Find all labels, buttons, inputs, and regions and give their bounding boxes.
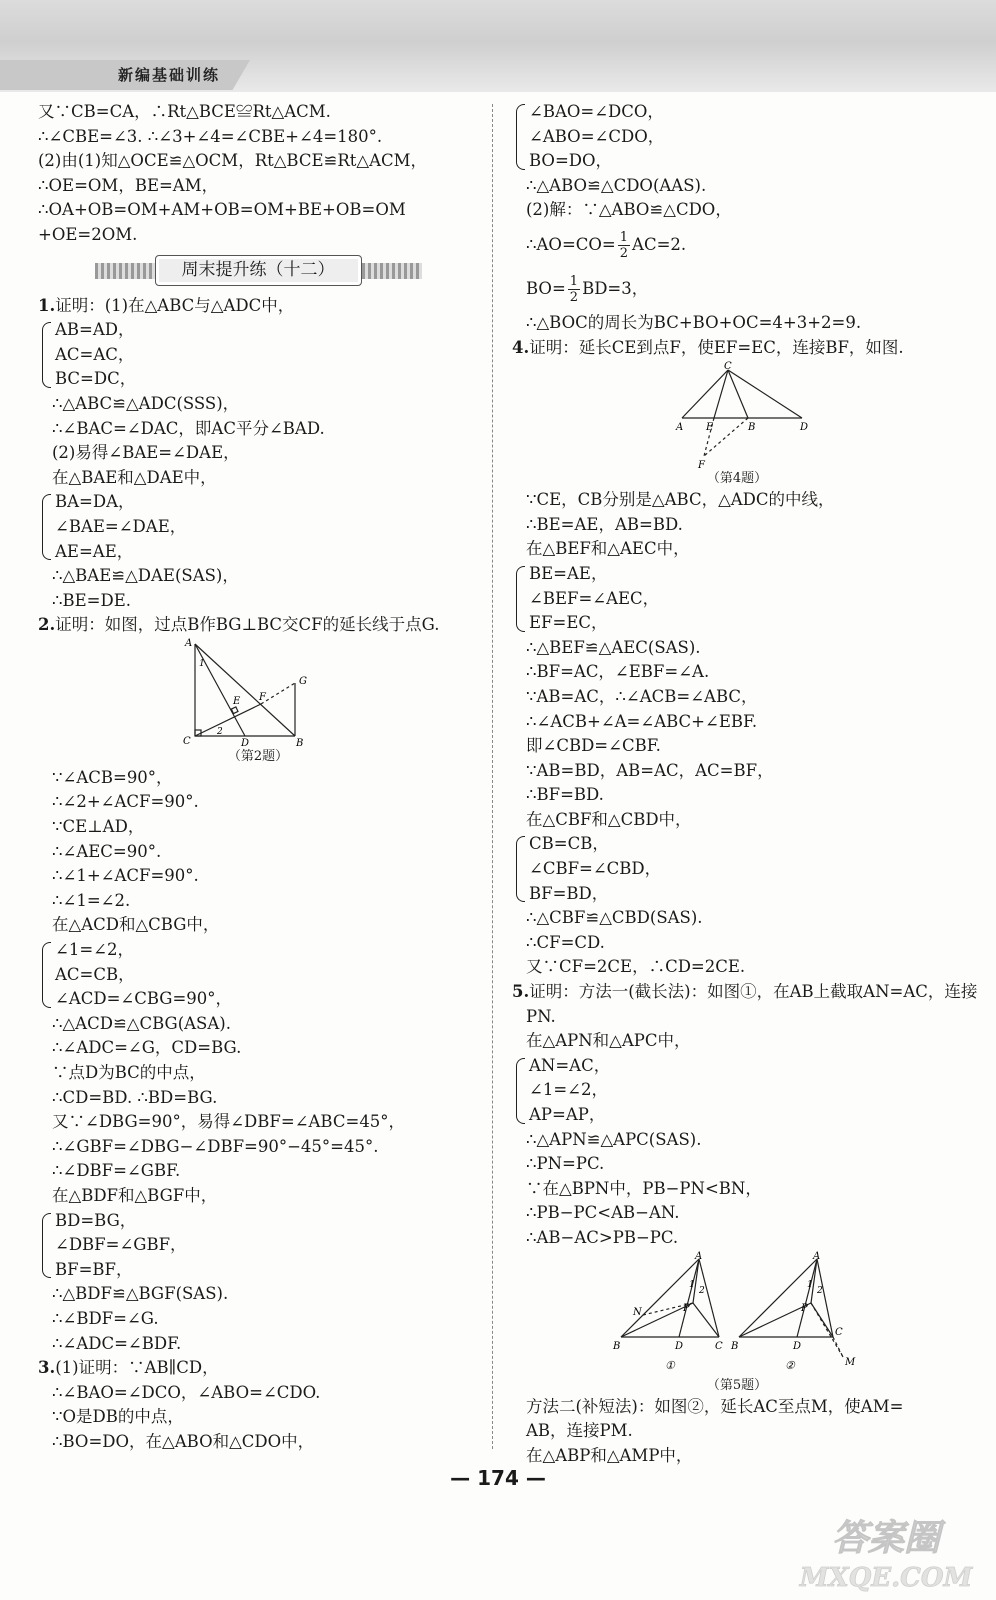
brace-icon xyxy=(516,836,525,902)
question-text: 证明：如图，过点B作BG⊥BC交CF的延长线于点G. xyxy=(55,615,440,635)
text-line: ∵在△BPN中，PB−PN<BN， xyxy=(526,1178,762,1198)
text-line: ∴∠ADC=∠BDF. xyxy=(52,1333,182,1353)
text-line: +OE=2OM. xyxy=(38,224,138,244)
text-line: ∴△BDF≌△BGF(SAS). xyxy=(52,1284,229,1304)
question-text: 证明：(1)在△ABC与△ADC中， xyxy=(55,295,295,315)
text-line: ∴∠BAC=∠DAC，即AC平分∠BAD. xyxy=(52,418,325,438)
question-1-head xyxy=(38,294,478,319)
text-line: 在△ACD和△CBG中， xyxy=(52,915,220,935)
question-2-head xyxy=(38,613,478,638)
label-D: D xyxy=(241,737,250,748)
condition: AB=AD， xyxy=(55,320,135,340)
text-line: ∵∠ACB=90°， xyxy=(52,767,173,787)
text-line: 又∵∠DBG=90°，易得∠DBF=∠ABC=45°， xyxy=(52,1112,406,1132)
equation-system xyxy=(42,490,478,564)
left-column xyxy=(38,100,478,1455)
label-B: B xyxy=(748,422,756,434)
figure-q4 xyxy=(512,360,962,488)
fraction-numerator: 1 xyxy=(569,273,579,289)
condition: ∠ABO=∠CDO， xyxy=(529,126,665,146)
condition: ∠BAO=∠DCO， xyxy=(529,102,664,121)
figure-caption: （第4题） xyxy=(706,471,768,487)
label-C: C xyxy=(724,361,732,373)
text-line: ∴△BAE≌△DAE(SAS)， xyxy=(52,566,239,586)
text-line: ∴△APN≌△APC(SAS). xyxy=(526,1129,702,1149)
brace-icon xyxy=(516,104,525,170)
equation-system xyxy=(42,1209,478,1283)
label-E: E xyxy=(233,695,241,707)
text-line: 在△APN和△APC中， xyxy=(526,1031,691,1051)
text-segment: BD=3， xyxy=(582,278,649,298)
condition: ∠ACD=∠CBG=90°， xyxy=(55,989,233,1009)
question-number: 3. xyxy=(38,1358,56,1378)
condition: ∠CBF=∠CBD， xyxy=(529,859,662,879)
triangle-diagram xyxy=(662,360,812,470)
equation-system xyxy=(42,318,478,392)
section-title-text: 周末提升练（十二） xyxy=(155,255,362,286)
text-segment: ∴AO=CO= xyxy=(526,234,616,254)
text-line: 在△BAE和△DAE中， xyxy=(52,467,217,487)
text-line: ∴∠BDF=∠G. xyxy=(52,1308,159,1328)
equation-system xyxy=(516,1054,962,1128)
question-number: 4. xyxy=(512,337,530,357)
question-number: 2. xyxy=(38,615,56,635)
triangle-diagrams xyxy=(607,1251,867,1377)
text-line: 在△CBF和△CBD中， xyxy=(526,809,692,829)
text-line: ∴∠1+∠ACF=90°. xyxy=(52,866,199,886)
text-line: ∴CF=CD. xyxy=(526,932,605,952)
condition: BE=AE， xyxy=(529,563,608,583)
text-line: 又∵CB=CA，∴Rt△BCE≌Rt△ACM. xyxy=(38,102,331,121)
brace-icon xyxy=(516,1058,525,1124)
text-line: ∴BO=DO，在△ABO和△CDO中， xyxy=(52,1431,315,1451)
brace-icon xyxy=(42,1213,51,1279)
condition: ∠1=∠2， xyxy=(529,1080,608,1100)
condition: ∠BEF=∠AEC， xyxy=(529,588,660,608)
text-line: ∴∠2+∠ACF=90°. xyxy=(52,792,199,812)
text-line: ∵点D为BC的中点， xyxy=(52,1063,206,1082)
text-line: PN. xyxy=(526,1006,556,1026)
label-G: G xyxy=(299,675,307,687)
title-decoration-left xyxy=(95,263,155,279)
text-line: ∴BF=BD. xyxy=(526,785,604,805)
fraction xyxy=(568,274,580,305)
text-line: (2)解：∵△ABO≌△CDO， xyxy=(526,200,732,220)
text-line: (2)易得∠BAE=∠DAE， xyxy=(52,443,240,463)
label-P: P xyxy=(683,1302,690,1314)
label-A: A xyxy=(695,1250,703,1262)
condition: ∠BAE=∠DAE， xyxy=(55,516,187,536)
watermark-logo xyxy=(786,1508,986,1596)
text-segment: AC=2. xyxy=(632,234,687,254)
question-3-head xyxy=(38,1356,478,1381)
text-line: ∴BE=DE. xyxy=(52,590,132,610)
question-number: 1. xyxy=(38,295,56,315)
condition: BO=DO， xyxy=(529,151,613,171)
label-D: D xyxy=(793,1340,802,1352)
condition: AP=AP， xyxy=(529,1105,606,1124)
text-line: (2)由(1)知△OCE≌△OCM，Rt△BCE≌Rt△ACM， xyxy=(38,151,428,171)
label-E: E xyxy=(706,422,714,434)
text-line: ∴∠GBF=∠DBG−∠DBF=90°−45°=45°. xyxy=(52,1136,379,1156)
text-line: ∵CE⊥AD， xyxy=(52,817,145,837)
label-C: C xyxy=(715,1340,723,1352)
label-C: C xyxy=(183,735,191,747)
watermark-text: 答案圈 xyxy=(831,1517,941,1559)
text-line: ∴∠DBF=∠GBF. xyxy=(52,1161,181,1181)
fraction-denominator: 2 xyxy=(569,289,579,305)
label-N: N xyxy=(633,1306,642,1318)
equation-system xyxy=(516,100,962,174)
question-5-head xyxy=(512,980,978,1005)
label-C: C xyxy=(835,1326,843,1338)
text-line: ∴OE=OM，BE=AM， xyxy=(38,175,219,195)
text-line: ∴∠ACB+∠A=∠ABC+∠EBF. xyxy=(526,711,758,731)
section-title xyxy=(38,254,478,288)
text-line: ∴BF=AC，∠EBF=∠A. xyxy=(526,662,710,682)
text-line: ∴∠CBE=∠3. ∴∠3+∠4=∠CBE+∠4=180°. xyxy=(38,126,383,146)
column-divider xyxy=(492,104,493,1449)
text-line: ∴BE=AE，AB=BD. xyxy=(526,514,683,534)
question-text: (1)证明：∵AB∥CD， xyxy=(55,1358,219,1378)
condition: ∠DBF=∠GBF， xyxy=(55,1235,187,1255)
condition: BD=BG， xyxy=(55,1210,137,1230)
text-line: 即∠CBD=∠CBF. xyxy=(526,736,661,756)
equation-system xyxy=(516,832,962,906)
label-B: B xyxy=(731,1340,739,1352)
text-line: ∴△ABC≌△ADC(SSS)， xyxy=(52,393,240,413)
brace-icon xyxy=(42,322,51,388)
condition: AC=AC， xyxy=(55,344,135,364)
text-line: AB，连接PM. xyxy=(526,1421,633,1441)
triangle-diagram xyxy=(183,638,333,748)
page-header xyxy=(0,0,996,92)
right-column xyxy=(512,100,978,1468)
condition: BF=BF， xyxy=(55,1259,133,1279)
question-text: 证明：方法一(截长法)：如图①，在AB上截取AN=AC，连接 xyxy=(529,982,978,1002)
text-line: ∵CE，CB分别是△ABC，△ADC的中线， xyxy=(526,490,835,510)
label-F: F xyxy=(698,460,705,471)
question-text: 证明：延长CE到点F，使EF=EC，连接BF，如图. xyxy=(529,337,904,357)
text-segment: BO= xyxy=(526,278,566,298)
angle-1: 1 xyxy=(807,1279,813,1290)
text-line: 在△BDF和△BGF中， xyxy=(52,1185,218,1205)
label-A: A xyxy=(185,637,193,649)
condition: AE=AE， xyxy=(55,541,134,561)
text-line: ∴OA+OB=OM+AM+OB=OM+BE+OB=OM xyxy=(38,200,406,220)
equation-system xyxy=(42,938,478,1012)
text-line: 在△ABP和△AMP中， xyxy=(526,1445,693,1465)
condition: AN=AC， xyxy=(529,1055,611,1075)
text-line: ∴△CBF≌△CBD(SAS). xyxy=(526,908,703,928)
figure-q2 xyxy=(38,638,478,766)
label-F: F xyxy=(259,691,266,703)
angle-2: 2 xyxy=(817,1285,823,1296)
label-M: M xyxy=(845,1356,856,1368)
condition: CB=CB， xyxy=(529,834,609,854)
label-D: D xyxy=(800,422,809,434)
title-decoration-right xyxy=(362,263,422,279)
text-line: 方法二(补短法)：如图②，延长AC至点M，使AM= xyxy=(526,1396,904,1416)
figure-q5 xyxy=(512,1251,962,1395)
label-A: A xyxy=(813,1250,821,1262)
condition: EF=EC， xyxy=(529,613,608,633)
fraction xyxy=(618,230,630,261)
label-A: A xyxy=(676,422,684,434)
fraction-numerator: 1 xyxy=(619,229,629,245)
angle-2: 2 xyxy=(699,1285,705,1296)
text-line: ∵AB=AC，∴∠ACB=∠ABC， xyxy=(526,686,758,706)
text-line: ∴PB−PC<AB−AN. xyxy=(526,1203,680,1223)
text-line: ∵AB=BD，AB=AC，AC=BF， xyxy=(526,760,774,780)
figure-caption: （第5题） xyxy=(706,1377,768,1393)
condition: BF=BD， xyxy=(529,883,609,903)
question-number: 5. xyxy=(512,982,530,1002)
page-number: — 174 — xyxy=(450,1466,546,1490)
text-line: ∴CD=BD. ∴BD=BG. xyxy=(52,1087,218,1107)
question-4-head xyxy=(512,336,962,361)
angle-1: 1 xyxy=(199,658,205,669)
brace-icon xyxy=(42,942,51,1008)
condition: AC=CB， xyxy=(55,964,135,984)
angle-1: 1 xyxy=(689,1279,695,1290)
label-D: D xyxy=(675,1340,684,1352)
text-line: ∵O是DB的中点， xyxy=(52,1407,184,1427)
header-title: 新编基础训练 xyxy=(118,66,221,84)
brace-icon xyxy=(42,494,51,560)
label-P: P xyxy=(801,1302,808,1314)
subfigure-1-label: ① xyxy=(665,1358,675,1372)
fraction-line xyxy=(512,223,962,267)
text-line: ∴△ABO≌△CDO(AAS). xyxy=(526,175,707,195)
angle-2: 2 xyxy=(217,726,223,737)
fraction-line xyxy=(512,267,962,311)
text-line: ∴△BOC的周长为BC+BO+OC=4+3+2=9. xyxy=(526,312,862,332)
text-line: ∴AB−AC>PB−PC. xyxy=(526,1227,679,1247)
text-line: ∴PN=PC. xyxy=(526,1154,605,1174)
subfigure-2-label: ② xyxy=(785,1358,795,1372)
watermark-url: MXQE.COM xyxy=(799,1563,973,1593)
text-line: 又∵CF=2CE，∴CD=2CE. xyxy=(526,957,746,977)
brace-icon xyxy=(516,566,525,632)
equation-system xyxy=(516,562,962,636)
figure-caption: （第2题） xyxy=(227,748,289,764)
condition: ∠1=∠2， xyxy=(55,940,134,960)
text-line: ∴∠BAO=∠DCO，∠ABO=∠CDO. xyxy=(52,1382,321,1402)
text-line: 在△BEF和△AEC中， xyxy=(526,539,690,559)
text-line: ∴∠ADC=∠G，CD=BG. xyxy=(52,1038,242,1058)
text-line: ∴△BEF≌△AEC(SAS). xyxy=(526,637,701,657)
condition: BC=DC， xyxy=(55,369,137,389)
text-line: ∴∠AEC=90°. xyxy=(52,841,162,861)
condition: BA=DA， xyxy=(55,492,135,512)
label-B: B xyxy=(613,1340,621,1352)
text-line: ∴∠1=∠2. xyxy=(52,890,131,910)
fraction-denominator: 2 xyxy=(619,245,629,261)
text-line: ∴△ACD≌△CBG(ASA). xyxy=(52,1013,231,1033)
label-B: B xyxy=(296,737,304,748)
